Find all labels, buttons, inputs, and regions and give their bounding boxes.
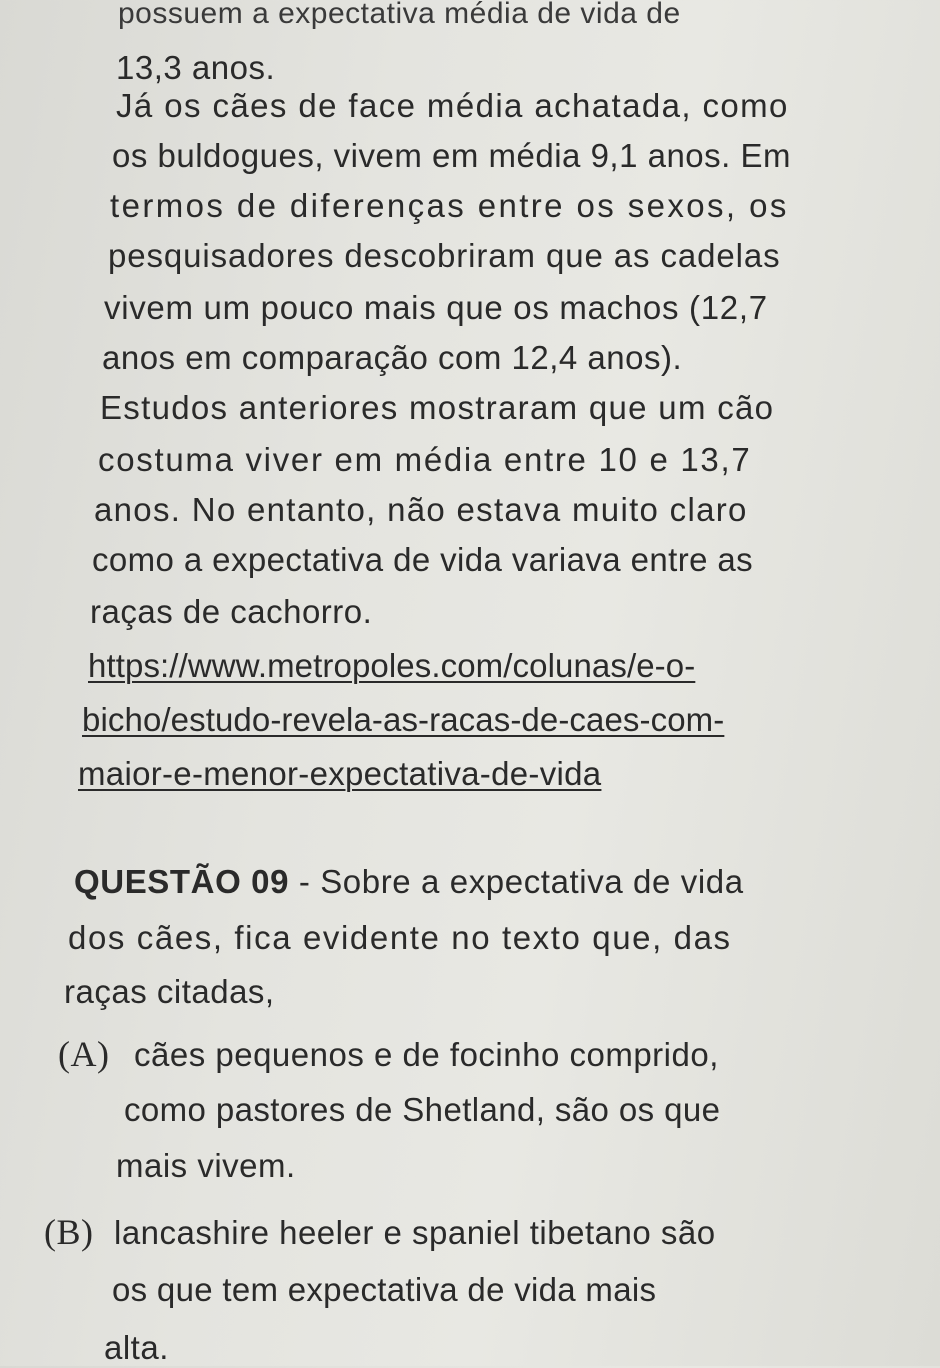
option-b-label: (B) [44, 1212, 94, 1252]
source-link[interactable]: bicho/estudo-revela-as-racas-de-caes-com- [82, 701, 725, 738]
question-number: QUESTÃO 09 [74, 863, 290, 900]
passage-line: vivem um pouco mais que os machos (12,7 [104, 289, 768, 326]
option-a-text-line: como pastores de Shetland, são os que [124, 1091, 721, 1128]
source-link[interactable]: https://www.metropoles.com/colunas/e-o- [88, 647, 696, 684]
passage-line: anos em comparação com 12,4 anos). [102, 339, 683, 376]
question-stem [74, 862, 744, 902]
passage-line: como a expectativa de vida variava entre as [92, 541, 754, 578]
passage-line: Já os cães de face média achatada, como [116, 87, 789, 124]
passage-line: os buldogues, vivem em média 9,1 anos. Em [112, 137, 792, 174]
passage-line: Estudos anteriores mostraram que um cão [100, 389, 775, 426]
passage-line: possuem a expectativa média de vida de [118, 0, 681, 30]
option-a-text-line: mais vivem. [116, 1147, 296, 1184]
passage-line: pesquisadores descobriram que as cadelas [108, 237, 781, 274]
source-link[interactable]: maior-e-menor-expectativa-de-vida [78, 755, 602, 792]
question-stem-line: raças citadas, [64, 973, 275, 1010]
question-stem-line: dos cães, fica evidente no texto que, das [68, 919, 732, 956]
option-a-label: (A) [58, 1034, 110, 1074]
passage-line: 13,3 anos. [116, 49, 276, 86]
passage-line: anos. No entanto, não estava muito claro [94, 491, 748, 528]
option-b[interactable] [44, 1212, 716, 1253]
option-a[interactable] [58, 1034, 719, 1075]
passage-line: raças de cachorro. [90, 593, 373, 630]
question-stem-text: - Sobre a expectativa de vida [289, 863, 744, 900]
option-a-text: cães pequenos e de focinho comprido, [134, 1036, 719, 1073]
passage-line: costuma viver em média entre 10 e 13,7 [98, 441, 752, 478]
passage-line: termos de diferenças entre os sexos, os [110, 187, 789, 224]
option-b-text-line: alta. [104, 1329, 169, 1366]
option-b-text: lancashire heeler e spaniel tibetano são [114, 1214, 716, 1251]
option-b-text-line: os que tem expectativa de vida mais [112, 1271, 657, 1308]
